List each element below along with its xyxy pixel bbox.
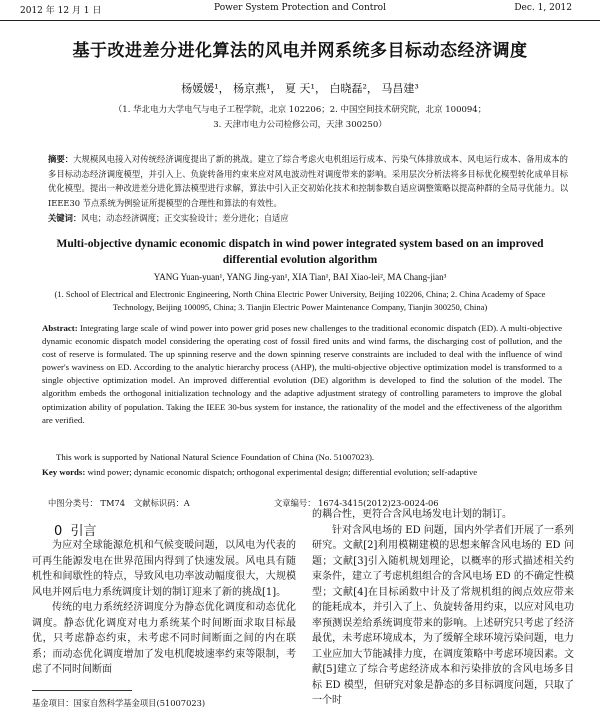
abstract-en-text: Integrating large scale of wind power into power grid poses new challenges to the traditional economic dispatch (ED). A multi-objective dynamic economic dispatch model considering the operating cost of fossil fired units and wind farms, the discharging cost of pollution, and the cost of reserve is formulated. The up spinning reserve and the down spinning reserve constraints are included to deal with the influence of wind power's waviness on ED. According to the analytic hierarchy process (AHP), the multi-objective objective optimization model is transformed to a single objective optimization model. An improved differential evolution (DE) algorithm is developed to find the solution of the model. The algorithm embeds the orthogonal initialization technology and the adaptive adjustment strategy of controlling parameters to improve the global optimization ability of population. Taking the IEEE 30-bus system for instance, the rationality of the model and the effectiveness of the algorithm are verified. [42, 323, 562, 425]
keywords-zh-text: 风电；动态经济调度；正交实验设计；差分进化；自适应 [81, 213, 289, 223]
header-date: 2012 年 12 月 1 日 [20, 6, 102, 16]
affiliation-en: (1. School of Electrical and Electronic Engineering, North China Electric Power University, Beijing 102206, China; 2. China Academy of Space Technology, Beijing 100095, China; 3. Tianjin Electric Power Maintenance Company, Tianjin 300250, China) [54, 289, 546, 312]
header-journal: Power System Protection and Control [214, 3, 386, 13]
intro-paragraph-2: 传统的电力系统经济调度分为静态优化调度和动态优化调度。静态优化调度对电力系统某个时间断面求取目标最优，只考虑静态约束，未考虑不同时间断面之间的内在联系；而动态优化调度增加了发电机爬坡速率约束等限制，考虑了不同时间断面 [32, 602, 296, 675]
abstract-en [42, 322, 562, 427]
fund-footnote: 基金项目：国家自然科学基金项目(51007023) [32, 698, 206, 708]
keywords-zh [48, 212, 568, 225]
footnote-divider [32, 690, 132, 691]
header-date-en: Dec. 1, 2012 [514, 3, 572, 13]
keywords-en-text: wind power; dynamic economic dispatch; orthogonal experimental design; differential evolution; self-adaptive [87, 467, 478, 477]
paper-title: 基于改进差分进化算法的风电并网系统多目标动态经济调度 [72, 41, 528, 61]
right-column [312, 507, 574, 709]
section-number: 0 [54, 524, 63, 539]
abstract-zh [48, 152, 568, 210]
paper-title-en: Multi-objective dynamic economic dispatch in wind power integrated system based on an improved differential evolution algorithm [56, 238, 544, 266]
running-header [0, 0, 600, 21]
left-column [32, 538, 296, 678]
intro-paragraph-2-cont: 的耦合性，更符合含风电场发电计划的制订。 [312, 509, 512, 520]
section-heading [54, 520, 97, 539]
abstract-en-label: Abstract: [42, 323, 78, 333]
keywords-en [42, 467, 562, 477]
document-code: 文献标识码：A [134, 498, 190, 508]
abstract-zh-text: 大规模风电接入对传统经济调度提出了新的挑战。建立了综合考虑火电机组运行成本、污染气体排放成本、风电运行成本、备用成本的多目标动态经济调度模型，并引入上、负旋转备用约束来应对风电波动性对调度带来的影响。采用层次分析法将多目标优化模型转化成单目标优化模型。提出一种改进差分进化算法模型进行求解，算法中引入正交初始化技术和控制参数自适应调整策略以提高种群的全局寻优能力。以 IEEE30 节点系统为例验证所提模型的合理性和算法的有效性。 [48, 154, 568, 208]
author-list: 杨媛媛¹， 杨京燕¹， 夏 天¹， 白晓磊²， 马昌建³ [181, 82, 419, 95]
article-number: 文章编号： 1674-3415(2012)23-0024-06 [274, 498, 439, 508]
intro-paragraph-1: 为应对全球能源危机和气候变暖问题，以风电为代表的可再生能源发电在世界范围内得到了快速发展。风电具有随机性和间歇性的特点，导致风电功率波动幅度很大，大规模风电并网后电力系统调度计划的制订迎来了新的挑战[1]。 [32, 540, 296, 598]
keywords-en-label: Key words: [42, 467, 86, 477]
clc-number: 中图分类号： TM74 [48, 498, 126, 508]
affiliation-line-1: （1. 华北电力大学电气与电子工程学院，北京 102206；2. 中国空间技术研究院，北京 100094； [113, 105, 487, 115]
support-note: This work is supported by National Natural Science Foundation of China (No. 51007023). [56, 452, 375, 462]
intro-paragraph-3: 针对含风电场的 ED 问题，国内外学者们开展了一系列研究。文献[2]利用模糊建模的思想来解含风电场的 ED 问题；文献[3]引入随机规划理论，以概率的形式描述相关约束条件，建立了考虑机组组合的含风电场 ED 的不确定性模型；文献[4]在目标函数中计及了常规机组的阀点效应带来的能耗成本，并引入了上、负旋转备用约束，以应对风电功率预测误差给系统调度带来的影响。上述研究只考虑了经济最优，未考虑环境成本，为了缓解全球环境污染问题，电力工业应加大节能减排力度，在调度策略中考虑环境因素。文献[5]建立了综合考虑经济成本和污染排放的含风电场多目标 ED 模型，但研究对象是静态的多目标调度问题，只取了一个时 [312, 524, 574, 706]
section-title: 引言 [70, 524, 97, 539]
affiliation-line-2: 3. 天津市电力公司检修公司，天津 300250） [213, 120, 387, 130]
abstract-zh-label: 摘要： [48, 154, 74, 164]
keywords-zh-label: 关键词： [48, 213, 82, 223]
author-list-en: YANG Yuan-yuan¹, YANG Jing-yan¹, XIA Tian¹, BAI Xiao-lei², MA Chang-jian³ [153, 272, 447, 282]
